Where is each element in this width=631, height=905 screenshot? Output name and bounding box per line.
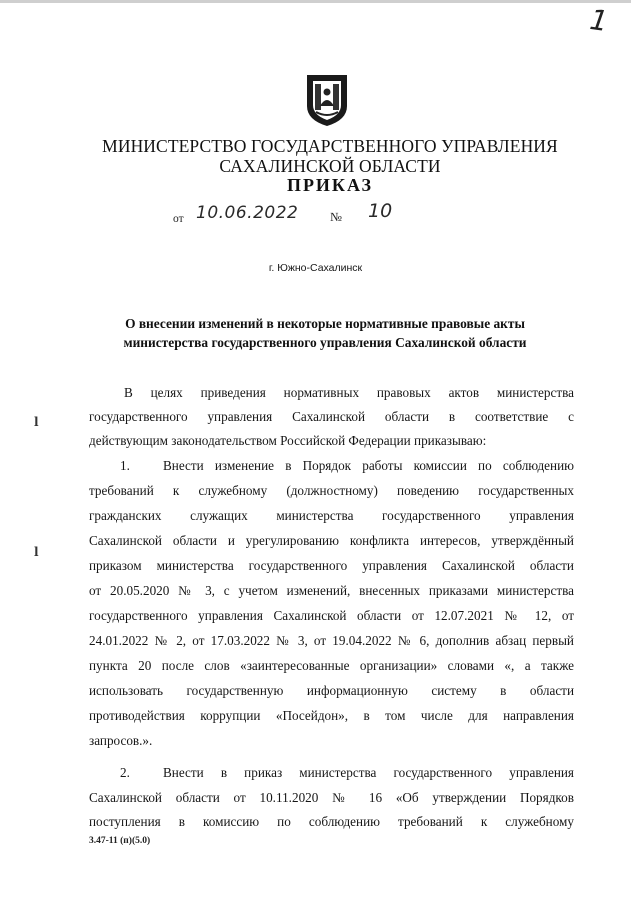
body-line: запросов.». (89, 733, 153, 748)
handwritten-number: 10 (368, 200, 393, 222)
ministry-name-line1: МИНИСТЕРСТВО ГОСУДАРСТВЕННОГО УПРАВЛЕНИЯ (102, 136, 558, 156)
scan-edge (0, 0, 631, 3)
body-line: приказом министерства государственного управления Сахалинской области (89, 558, 574, 573)
body-line: использовать государственную информационную систему в области (89, 683, 574, 698)
body-line: пункта 20 после слов «заинтересованные организации» словами «, а также (89, 658, 574, 673)
body-line: от 20.05.2020 № 3, с учетом изменений, внесенных приказами министерства (89, 583, 574, 598)
city-name: г. Южно-Сахалинск (268, 262, 363, 274)
body-line: действующим законодательством Российской Федерации приказываю: (89, 433, 487, 448)
handwritten-date: 10.06.2022 (196, 203, 299, 223)
document-title-line2: министерства государственного управления Сахалинской области (123, 335, 527, 350)
document-title-line1: О внесении изменений в некоторые нормативные правовые акты (125, 316, 525, 331)
body-line: Сахалинской области и урегулированию конфликта интересов, утверждённый (89, 533, 574, 548)
number-label: № (330, 210, 342, 224)
body-line: государственного управления Сахалинской области от 12.07.2021 № 12, от (89, 608, 574, 623)
item-number: 1. (120, 458, 130, 473)
page-number: 1 (587, 2, 611, 39)
item-number: 2. (120, 765, 130, 780)
body-line: Сахалинской области от 10.11.2020 № 16 «Об утверждении Порядков (89, 790, 574, 805)
body-line: 24.01.2022 № 2, от 17.03.2022 № 3, от 19.04.2022 № 6, дополнив абзац первый (89, 633, 574, 648)
margin-mark: ⅼ (34, 415, 39, 429)
body-line: гражданских служащих министерства государственного управления (89, 508, 574, 523)
body-line: В целях приведения нормативных правовых актов министерства (124, 385, 574, 400)
body-line: поступления в комиссию по соблюдению требований к служебному (89, 814, 574, 829)
body-line: требований к служебному (должностному) поведению государственных (89, 483, 574, 498)
ministry-name-line2: САХАЛИНСКОЙ ОБЛАСТИ (219, 156, 441, 176)
document-type: ПРИКАЗ (286, 175, 374, 195)
coat-of-arms-emblem (304, 72, 350, 128)
body-line: противодействия коррупции «Посейдон», в том числе для направления (89, 708, 574, 723)
margin-mark: ⅼ (34, 545, 39, 559)
body-line: Внести в приказ министерства государственного управления (163, 765, 574, 780)
body-line: государственного управления Сахалинской области в соответствие с (89, 409, 574, 424)
footer-code: 3.47-11 (п)(5.0) (89, 836, 151, 846)
body-line: Внести изменение в Порядок работы комиссии по соблюдению (163, 458, 574, 473)
date-label: от (173, 213, 184, 225)
